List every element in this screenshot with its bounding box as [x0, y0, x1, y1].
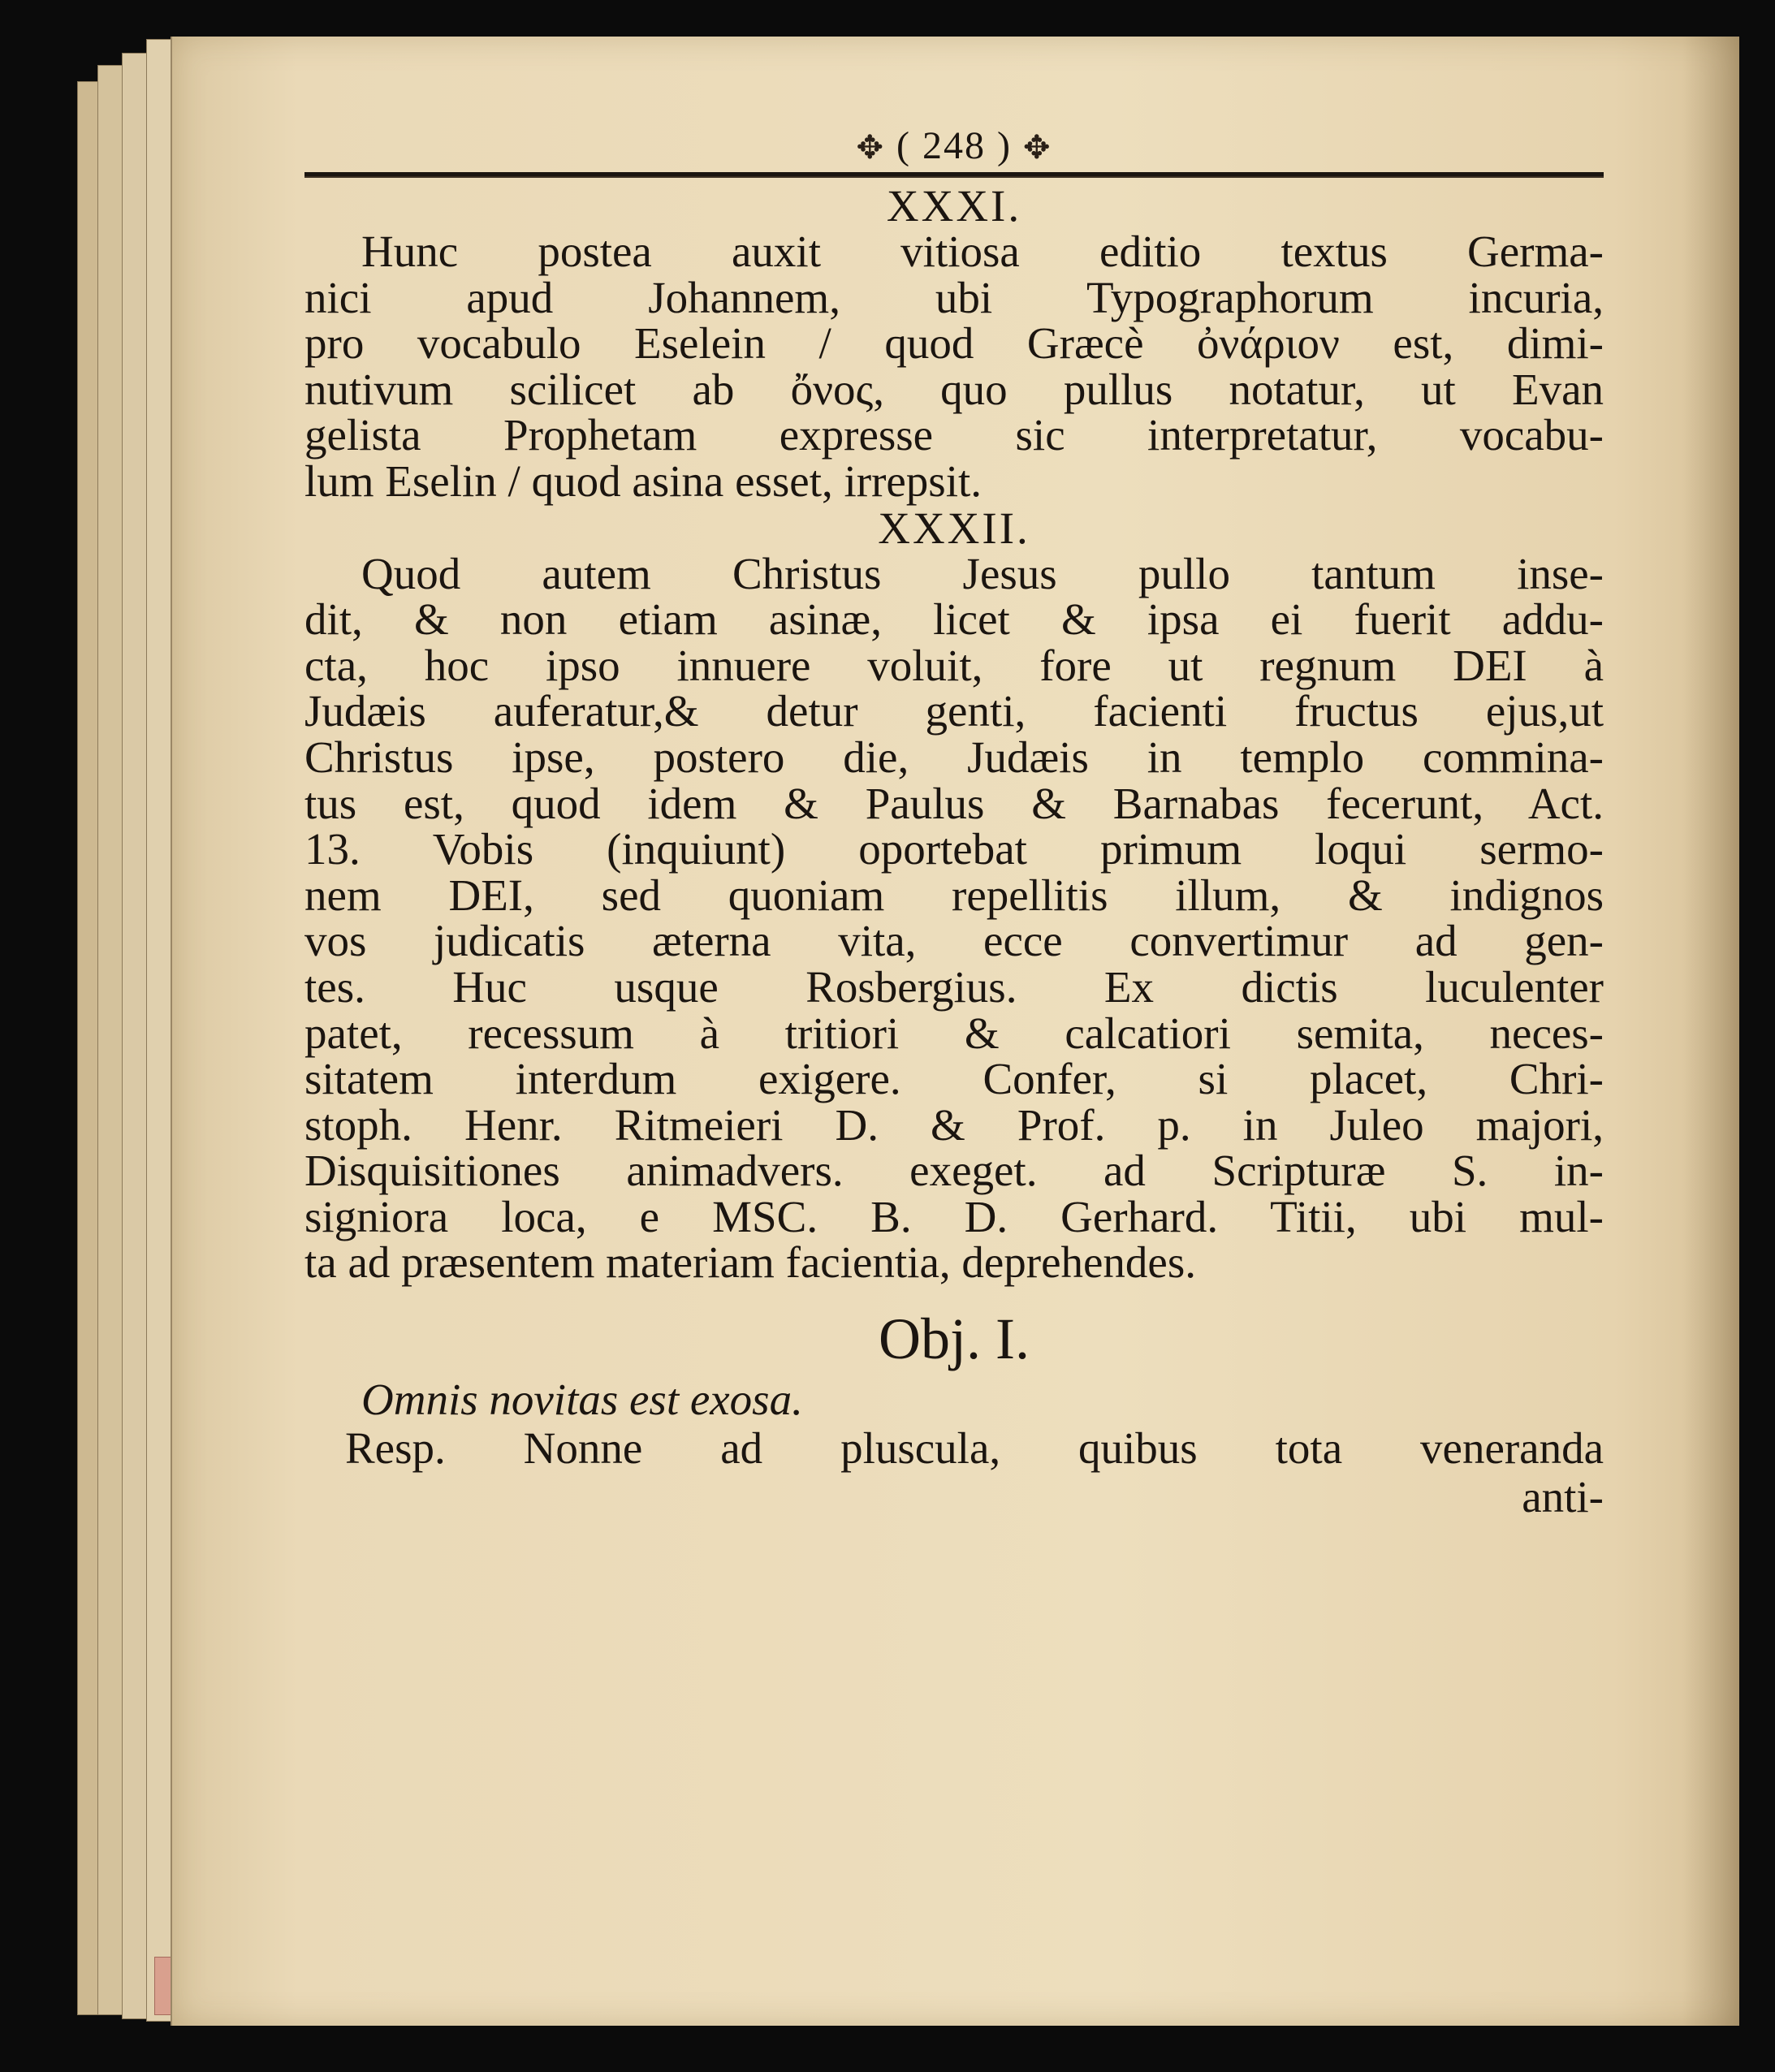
text-block — [304, 122, 1604, 1522]
text-line: 13. Vobis (inquiunt) oportebat primum loqui sermo- — [304, 824, 1604, 874]
section-number: XXXII. — [878, 503, 1030, 553]
objection-text: Omnis novitas est exosa. — [361, 1375, 803, 1425]
text-line: vos judicatis æterna vita, ecce convertimur ad gen- — [304, 916, 1604, 966]
text-line: gelista Prophetam expresse sic interpretatur, vocabu- — [304, 410, 1604, 460]
text-line: Hunc postea auxit vitiosa editio textus Germa- — [361, 227, 1604, 276]
text-line: pro vocabulo Eselein / quod Græcè ὀνάριον est, dimi- — [304, 318, 1604, 369]
text-line: nici apud Johannem, ubi Typographorum incuria, — [304, 272, 1604, 322]
text-line: Disquisitiones animadvers. exeget. ad Scripturæ S. in- — [304, 1146, 1604, 1196]
text-line: lum Eselin / quod asina esset, irrepsit. — [304, 455, 983, 506]
page-gutter-shadow — [1682, 37, 1739, 2026]
text-line: cta, hoc ipso innuere voluit, fore ut regnum DEI à — [304, 640, 1604, 690]
text-line: nutivum scilicet ab ὄνος, quo pullus notatur, ut Evan — [304, 364, 1604, 414]
text-line: tus est, quod idem & Paulus & Barnabas fecerunt, Act. — [304, 778, 1604, 828]
header-rule — [304, 172, 1604, 178]
running-header — [304, 122, 1604, 171]
text-line: stoph. Henr. Ritmeieri D. & Prof. p. in Juleo majori, — [304, 1099, 1604, 1150]
section-number: XXXI. — [886, 181, 1022, 231]
text-line: dit, & non etiam asinæ, licet & ipsa ei fuerit addu- — [304, 594, 1604, 645]
text-line: signiora loca, e MSC. B. D. Gerhard. Titii, ubi mul- — [304, 1191, 1604, 1241]
text-line: nem DEI, sed quoniam repellitis illum, & indignos — [304, 870, 1604, 920]
ornament-left-icon: ✥ — [856, 129, 886, 166]
text-line: patet, recessum à tritiori & calcatiori semita, neces- — [304, 1008, 1604, 1058]
response-line: Resp. Nonne ad pluscula, quibus tota veneranda — [345, 1423, 1604, 1474]
ornament-right-icon: ✥ — [1022, 129, 1052, 166]
text-line: sitatem interdum exigere. Confer, si placet, Chri- — [304, 1054, 1604, 1104]
page-number: ( 248 ) — [896, 124, 1012, 167]
text-line: Judæis auferatur,& detur genti, facienti fructus ejus,ut — [304, 686, 1604, 736]
text-line: Christus ipse, postero die, Judæis in templo commina- — [304, 732, 1604, 782]
text-line: Quod autem Christus Jesus pullo tantum inse- — [361, 548, 1604, 598]
text-line: tes. Huc usque Rosbergius. Ex dictis luculenter — [304, 961, 1604, 1012]
objection-heading: Obj. I. — [879, 1306, 1030, 1372]
catchword: anti- — [1522, 1472, 1604, 1522]
text-line: ta ad præsentem materiam facientia, deprehendes. — [304, 1237, 1196, 1288]
